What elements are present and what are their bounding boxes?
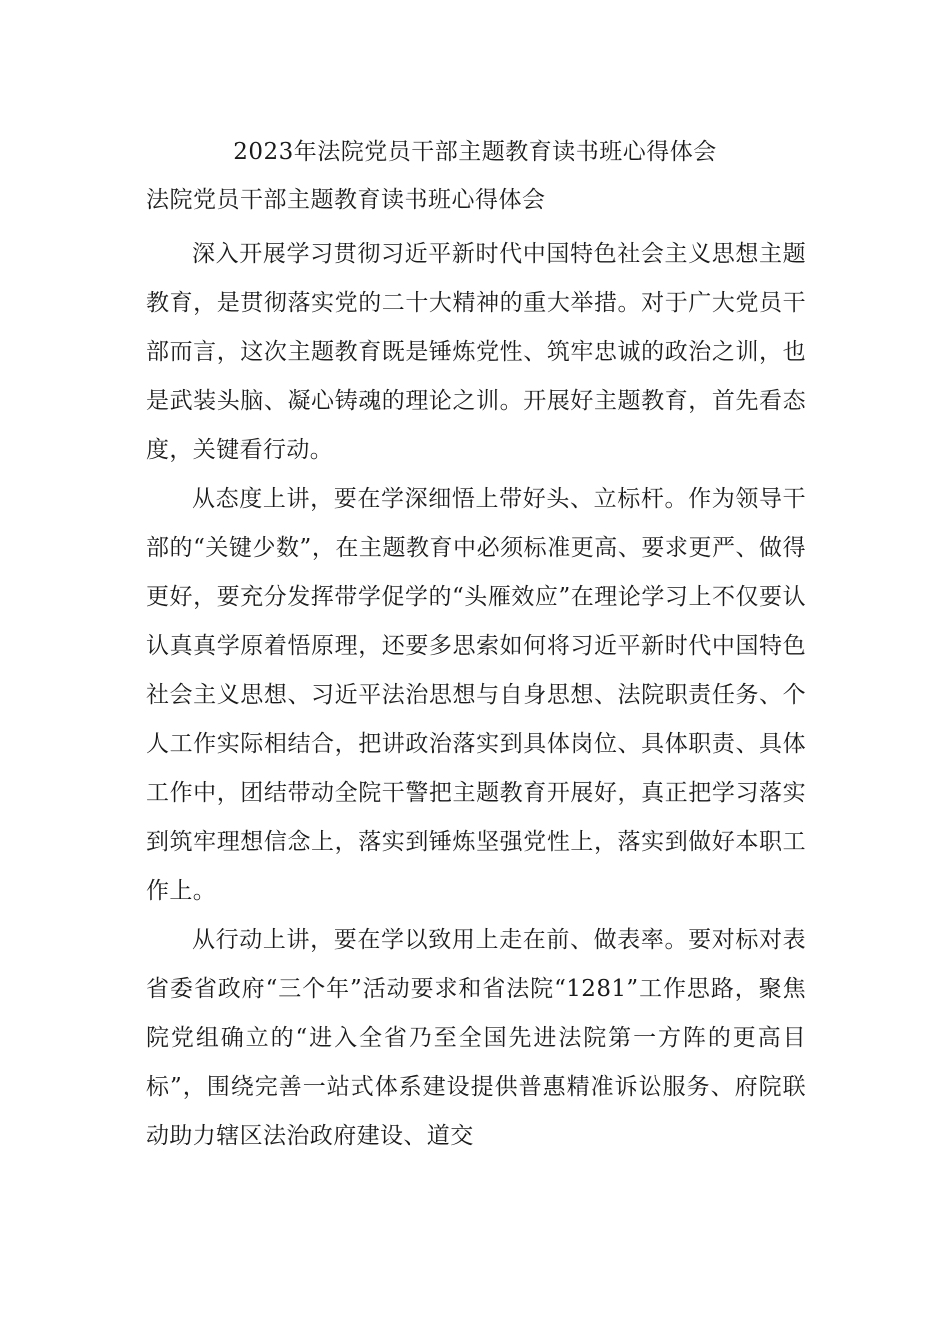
- paragraph-intro: 深入开展学习贯彻习近平新时代中国特色社会主义思想主题教育，是贯彻落实党的二十大精神的重大举措。对于广大党员干部而言，这次主题教育既是锤炼党性、筑牢忠诚的政治之训，也是武装头脑、凝心铸魂的理论之训。开展好主题教育，首先看态度，关键看行动。: [146, 241, 806, 463]
- paragraph-action: 从行动上讲，要在学以致用上走在前、做表率。要对标对表省委省政府“三个年”活动要求和省法院“1281”工作思路，聚焦院党组确立的“进入全省乃至全国先进法院第一方阵的更高目标”，围绕完善一站式体系建设提供普惠精准诉讼服务、府院联动助力辖区法治政府建设、道交: [146, 927, 806, 1149]
- document-title: 2023年法院党员干部主题教育读书班心得体会: [233, 139, 717, 165]
- document-body: [146, 230, 806, 1161]
- paragraph-attitude: 从态度上讲，要在学深细悟上带好头、立标杆。作为领导干部的“关键少数”，在主题教育中必须标准更高、要求更严、做得更好，要充分发挥带学促学的“头雁效应”在理论学习上不仅要认认真真学原着悟原理，还要多思索如何将习近平新时代中国特色社会主义思想、习近平法治思想与自身思想、法院职责任务、个人工作实际相结合，把讲政治落实到具体岗位、具体职责、具体工作中，团结带动全院干警把主题教育开展好，真正把学习落实到筑牢理想信念上，落实到锤炼坚强党性上，落实到做好本职工作上。: [146, 486, 806, 904]
- document-subtitle: 法院党员干部主题教育读书班心得体会: [146, 187, 546, 213]
